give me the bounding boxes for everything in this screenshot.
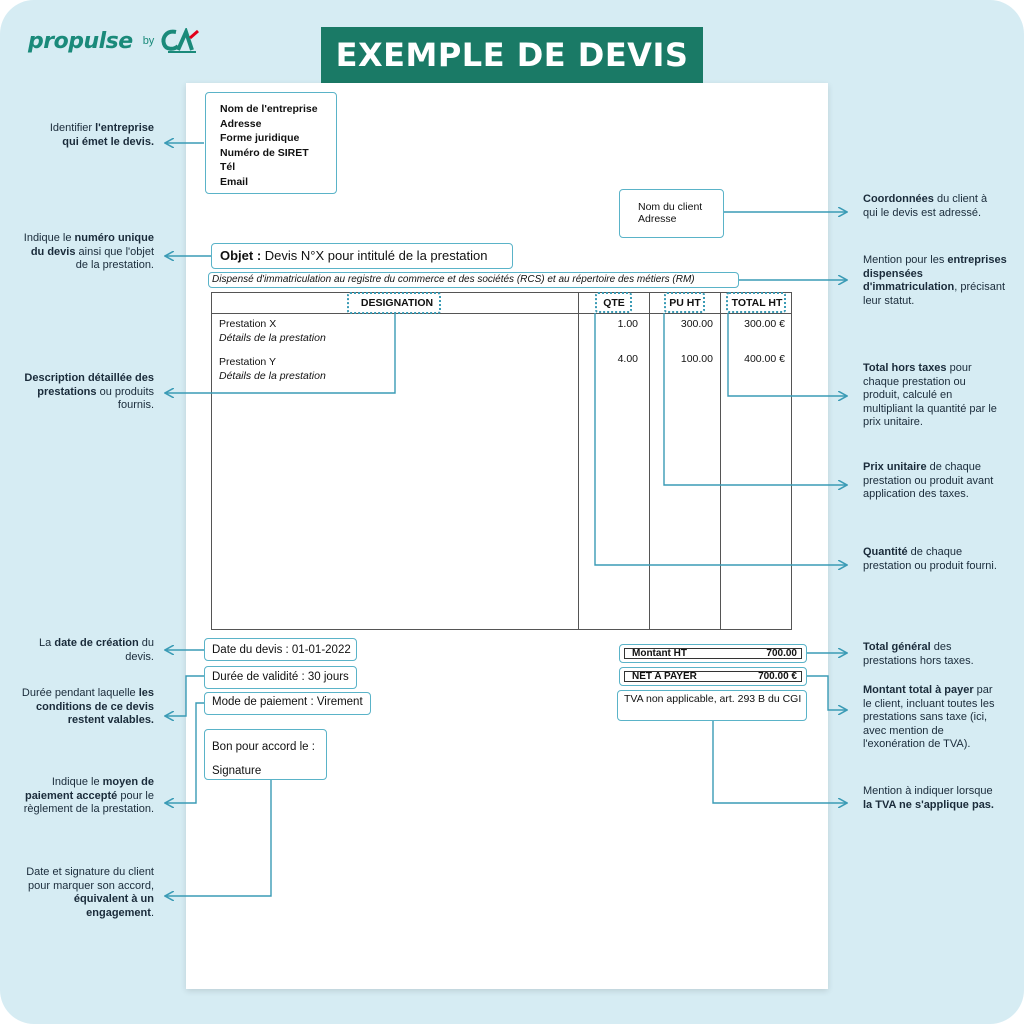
col-divider <box>649 293 650 629</box>
net-a-payer-value: 700.00 € <box>758 671 797 682</box>
propulse-logo <box>28 28 200 54</box>
annotation-prix-unitaire: Prix unitaire de chaque prestation ou produit avant application des taxes. <box>863 461 994 500</box>
annotation-description: Description détaillée des prestations ou produits fournis. <box>24 372 154 411</box>
net-a-payer-label: NET A PAYER <box>632 671 697 682</box>
row-1-details: Détails de la prestation <box>219 332 326 344</box>
company-phone: Tél <box>220 161 236 173</box>
tva-note-box: TVA non applicable, art. 293 B du CGI <box>617 690 807 721</box>
row-1-name: Prestation X <box>219 318 277 330</box>
sign-agreement-label: Bon pour accord le : <box>212 741 315 753</box>
annotation-duree: Durée pendant laquelle les conditions de ce devis restent valables. <box>21 687 154 726</box>
page-title: EXEMPLE DE DEVIS <box>321 27 703 83</box>
annotation-total-ht: Total hors taxes pour chaque prestation ou produit, calculé en multipliant la quantité par le prix unitaire. <box>863 362 997 428</box>
row-2-name: Prestation Y <box>219 356 277 368</box>
qte-highlight <box>595 292 632 313</box>
header-pu-ht: PU HT <box>669 297 701 309</box>
quote-table <box>211 292 792 630</box>
annotation-date-creation: La date de création du devis. <box>39 637 154 663</box>
registration-mention: Dispensé d'immatriculation au registre du commerce et des sociétés (RCS) et au répertoire des métiers (RM) <box>208 272 739 288</box>
row-1-total: 300.00 € <box>744 318 785 330</box>
company-legal-form: Forme juridique <box>220 132 300 144</box>
header-qte: QTE <box>603 297 625 309</box>
company-name: Nom de l'entreprise <box>220 103 318 115</box>
annotation-numero: Indique le numéro unique du devis ainsi que l'objet de la prestation. <box>23 232 154 271</box>
annotation-montant-total: Montant total à payer par le client, incluant toutes les prestations sans taxe (ici, avec mention de l'exonération de TVA). <box>863 684 995 750</box>
signature-label: Signature <box>212 765 262 777</box>
client-address: Adresse <box>638 213 677 225</box>
row-2-qte: 4.00 <box>617 353 638 365</box>
col-divider <box>720 293 721 629</box>
annotation-moyen-paiement: Indique le moyen de paiement accepté pour le règlement de la prestation. <box>23 776 154 815</box>
row-1-qte: 1.00 <box>617 318 638 330</box>
signature-box <box>204 729 327 780</box>
col-divider <box>578 293 579 629</box>
quote-object-box <box>211 243 513 269</box>
row-2-pu: 100.00 <box>680 353 713 365</box>
objet-text: Devis N°X pour intitulé de la prestation <box>264 248 488 263</box>
quote-date-box: Date du devis : 01-01-2022 <box>204 638 357 661</box>
payment-method-box: Mode de paiement : Virement <box>204 692 371 715</box>
annotation-dispense: Mention pour les entreprises dispensées d'immatriculation, précisant leur statut. <box>863 254 1007 307</box>
brand-name: propulse <box>28 28 133 54</box>
client-info-box <box>619 189 724 238</box>
header-total-ht: TOTAL HT <box>731 297 783 309</box>
montant-ht-value: 700.00 <box>766 648 797 659</box>
header-designation: DESIGNATION <box>360 297 434 309</box>
company-siret: Numéro de SIRET <box>220 146 309 159</box>
designation-highlight <box>347 292 441 314</box>
net-a-payer-box <box>619 667 807 686</box>
company-address: Adresse <box>220 117 262 130</box>
credit-agricole-logo-icon <box>160 28 200 54</box>
annotation-total-general: Total général des prestations hors taxes. <box>863 641 974 667</box>
client-name: Nom du client <box>638 201 703 213</box>
validity-box: Durée de validité : 30 jours <box>204 666 357 689</box>
montant-ht-box <box>619 644 807 663</box>
brand-by: by <box>142 35 155 47</box>
annotation-tva: Mention à indiquer lorsque la TVA ne s'applique pas. <box>863 785 994 811</box>
annotation-quantite: Quantité de chaque prestation ou produit fourni. <box>863 546 997 572</box>
annotation-entreprise: Identifier l'entreprise qui émet le devis. <box>49 122 154 148</box>
row-2-total: 400.00 € <box>744 353 785 365</box>
montant-ht-label: Montant HT <box>632 648 687 659</box>
company-info-box <box>205 92 337 194</box>
row-2-details: Détails de la prestation <box>219 370 326 382</box>
pu-highlight <box>664 292 705 313</box>
annotation-signature: Date et signature du client pour marquer son accord, équivalent à un engagement. <box>26 866 154 919</box>
annotation-coordonnees: Coordonnées du client à qui le devis est adressé. <box>863 193 988 219</box>
total-highlight <box>726 292 786 313</box>
objet-label: Objet : <box>220 248 262 263</box>
company-email: Email <box>220 175 249 188</box>
row-1-pu: 300.00 <box>680 318 713 330</box>
